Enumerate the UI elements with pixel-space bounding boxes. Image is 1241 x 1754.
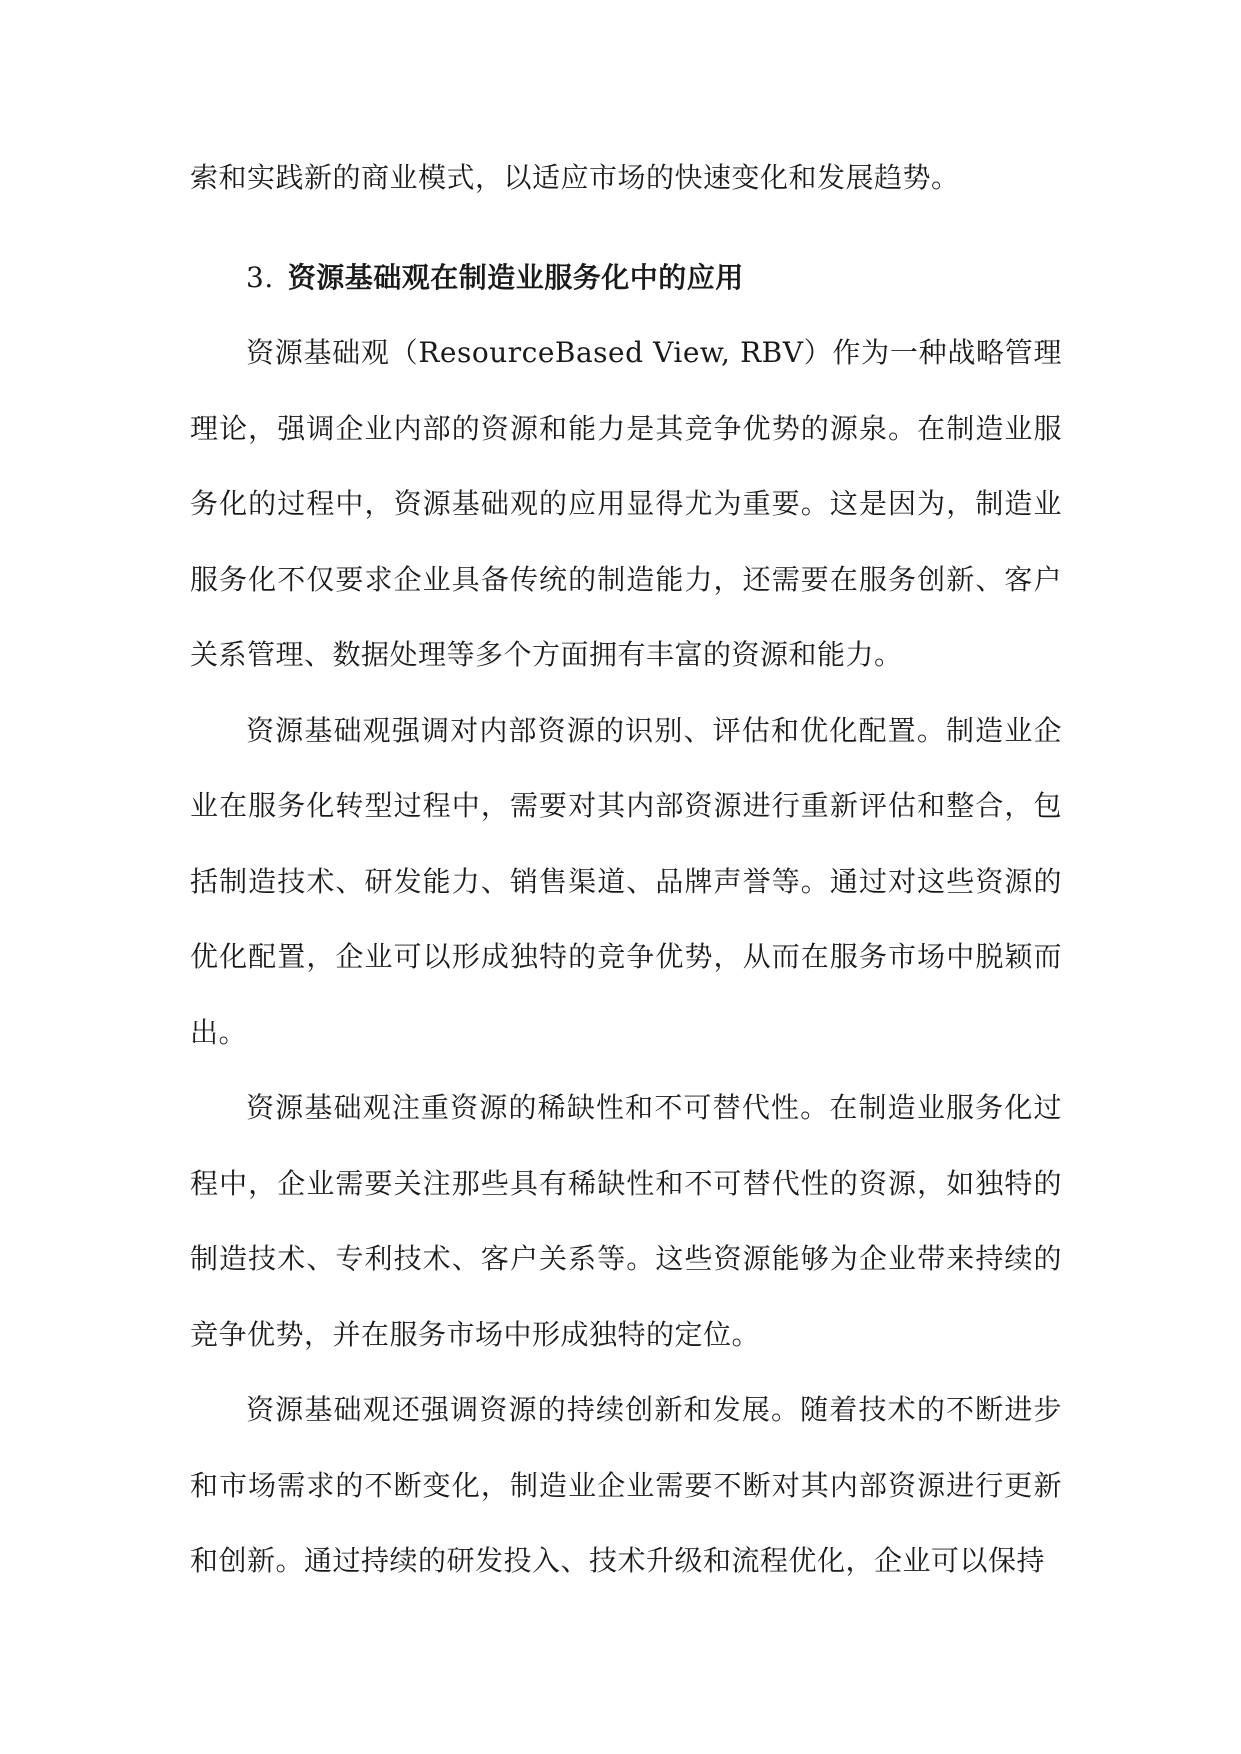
- paragraph-rbv-definition: 资源基础观（ResourceBased View, RBV）作为一种战略管理理论，强调企业内部的资源和能力是其竞争优势的源泉。在制造业服务化的过程中，资源基础观的应用显得尤为重要。这是因为，制造业服务化不仅要求企业具备传统的制造能力，还需要在服务创新、客户关系管理、数据处理等多个方面拥有丰富的资源和能力。: [190, 336, 1062, 671]
- paragraph-continuation: 索和实践新的商业模式，以适应市场的快速变化和发展趋势。: [190, 161, 960, 194]
- section-gap: [190, 216, 1062, 240]
- paragraph-resource-innovation: 资源基础观还强调资源的持续创新和发展。随着技术的不断进步和市场需求的不断变化，制造业企业需要不断对其内部资源进行更新和创新。通过持续的研发投入、技术升级和流程优化，企业可以保持: [190, 1393, 1062, 1577]
- section-heading: [190, 240, 1062, 316]
- document-body: [190, 140, 1062, 1599]
- paragraph-resource-allocation: 资源基础观强调对内部资源的识别、评估和优化配置。制造业企业在服务化转型过程中，需要对其内部资源进行重新评估和整合，包括制造技术、研发能力、销售渠道、品牌声誉等。通过对这些资源的优化配置，企业可以形成独特的竞争优势，从而在服务市场中脱颖而出。: [190, 713, 1062, 1049]
- section-title: 资源基础观在制造业服务化中的应用: [287, 260, 744, 294]
- paragraph-resource-scarcity: 资源基础观注重资源的稀缺性和不可替代性。在制造业服务化过程中，企业需要关注那些具有稀缺性和不可替代性的资源，如独特的制造技术、专利技术、客户关系等。这些资源能够为企业带来持续的竞争优势，并在服务市场中形成独特的定位。: [190, 1091, 1062, 1351]
- section-number: 3.: [246, 260, 274, 294]
